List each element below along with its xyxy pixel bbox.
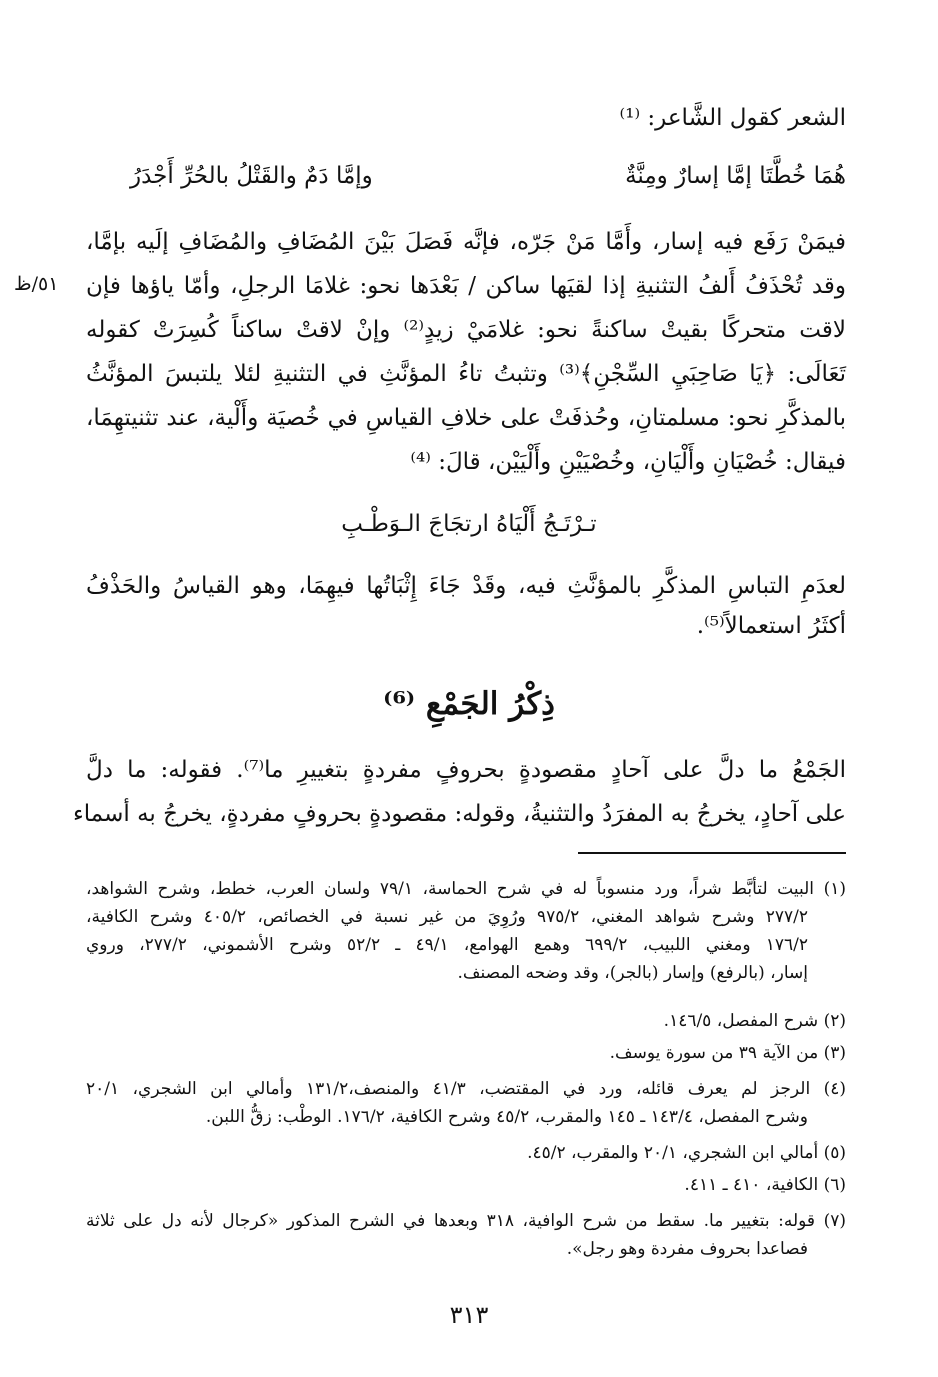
footnote-2: (٢) شرح المفصل، ١٤٦/٥. bbox=[663, 1011, 846, 1031]
verse1-second-hemistich: وإمَّا دَمٌ والقَتْلُ بالحُرِّ أَجْدَرُ bbox=[130, 163, 373, 189]
para1-line-4: تَعَالَى: ﴿يَا صَاحِبَيِ السِّجْنِ﴾⁽³⁾ وتثبتُ تاءُ المؤنَّثِ في التثنيةِ لئلا يلتبسَ المؤنَّثُ bbox=[86, 361, 846, 387]
margin-folio-note: ٥١/ظ bbox=[14, 273, 59, 295]
para1-line-2: وقد تُحْذَفُ أَلفُ التثنيةِ إذا لقيَها ساكن / بَعْدَها نحو: غلامَا الرجلِ، وأمّا ياؤها فإن bbox=[86, 273, 846, 299]
footnote-4-line-1: (٤) الرجز لم يعرف قائله، ورد في المقتضب، ٤١/٣ والمنصف،١٣١/٢ وأمالي ابن الشجري، ٢٠/١ bbox=[86, 1079, 846, 1099]
para2-line-1: لعدَمِ التباسِ المذكَّرِ بالمؤنَّثِ فيه، وقَدْ جَاءَ إِثْبَاتُها فيهِمَا، وهو القياسُ والحَذْفُ bbox=[86, 573, 846, 599]
footnote-4-line-2: وشرح المفصل، ١٤٣/٤ ـ ١٤٥ والمقرب، ٤٥/٢ وشرح الكافية، ١٧٦/٢. الوطْب: زقُّ اللبن. bbox=[205, 1107, 808, 1127]
intro-line: الشعر كقول الشَّاعر: ⁽¹⁾ bbox=[619, 105, 846, 131]
footnote-5: (٥) أمالي ابن الشجري، ٢٠/١ والمقرب، ٤٥/٢. bbox=[527, 1143, 846, 1163]
verse1-first-hemistich: هُمَا خُطَّتَا إمَّا إسارٌ ومِنَّةٌ bbox=[625, 163, 846, 189]
section-heading: ذِكْرُ الجَمْعِ ⁽⁶⁾ bbox=[383, 686, 555, 722]
para1-line-3: لاقت متحركًا بقيتْ ساكنةً نحو: غلامَيْ زيدٍ⁽²⁾ وإنْ لاقتْ ساكناً كُسِرَتْ كقوله bbox=[86, 317, 846, 343]
para3-line-1: الجَمْعُ ما دلَّ على آحادٍ مقصودةٍ بحروفٍ مفردةٍ بتغييرِ ما⁽⁷⁾. فقوله: ما دلَّ bbox=[86, 757, 846, 783]
footnote-1-line-2: ٢٧٧/٢ وشرح شواهد المغني، ٩٧٥/٢ ورُوِيَ من غير نسبة في الخصائص، ٤٠٥/٢ وشرح الكافية، bbox=[86, 907, 808, 927]
footnote-1-line-1: (١) البيت لتأبَّط شراً، ورد منسوباً له في شرح الحماسة، ٧٩/١ ولسان العرب، خطط، وشرح الشواهد، bbox=[86, 879, 847, 899]
para2-line-2: أكثَرُ استعمالاً⁽⁵⁾. bbox=[696, 613, 846, 639]
footnote-1-line-4: إسار، (بالرفع) وإسار (بالجر)، وقد وضحه المصنف. bbox=[457, 963, 808, 983]
para3-line-2: على آحادٍ، يخرجُ به المفرَدُ والتثنيةُ، وقوله: مقصودةٍ بحروفٍ مفردةٍ، يخرجُ به أسماء bbox=[72, 801, 846, 827]
page-number: ٣١٣ bbox=[449, 1301, 489, 1329]
footnote-1-line-3: ١٧٦/٢ ومغني اللبيب، ٦٩٩/٢ وهمع الهوامع، ٤٩/١ ـ ٥٢/٢ وشرح الأشموني، ٢٧٧/٢، وروي bbox=[86, 935, 809, 955]
para1-line-5: بالمذكَّرِ نحو: مسلمتانِ، وحُذفَتْ على خلافِ القياسِ في خُصيَة وأَلْية، عند تثنيتهِمَا، bbox=[86, 405, 846, 431]
footnote-3: (٣) من الآية ٣٩ من سورة يوسف. bbox=[609, 1043, 846, 1063]
footnote-divider bbox=[578, 852, 846, 854]
footnote-6: (٦) الكافية، ٤١٠ ـ ٤١١. bbox=[684, 1175, 846, 1195]
para1-line-1: فيمَنْ رَفَع فيه إسار، وأَمَّا مَنْ جَرّه، فإنَّه فَصَلَ بَيْنَ المُضَافِ والمُضَافِ إلَيه بإمَّا، bbox=[86, 229, 846, 255]
footnote-7-line-2: فصاعدا بحروف مفردة وهو رجل». bbox=[566, 1239, 808, 1259]
footnote-7-line-1: (٧) قوله: بتغيير ما. سقط من شرح الوافية، ٣١٨ وبعدها في الشرح المذكور «كرجال لأنه دل على ثلاثة bbox=[86, 1211, 846, 1231]
verse2: تـرْتَـجُ أَلْيَاهُ ارتجَاجَ الـوَطْـبِ bbox=[341, 511, 597, 537]
para1-line-6: فيقال: خُصْيَانِ وأَلْيَانِ، وخُصْيَيْنِ وأَلْيَيْن، قالَ: ⁽⁴⁾ bbox=[410, 449, 846, 475]
